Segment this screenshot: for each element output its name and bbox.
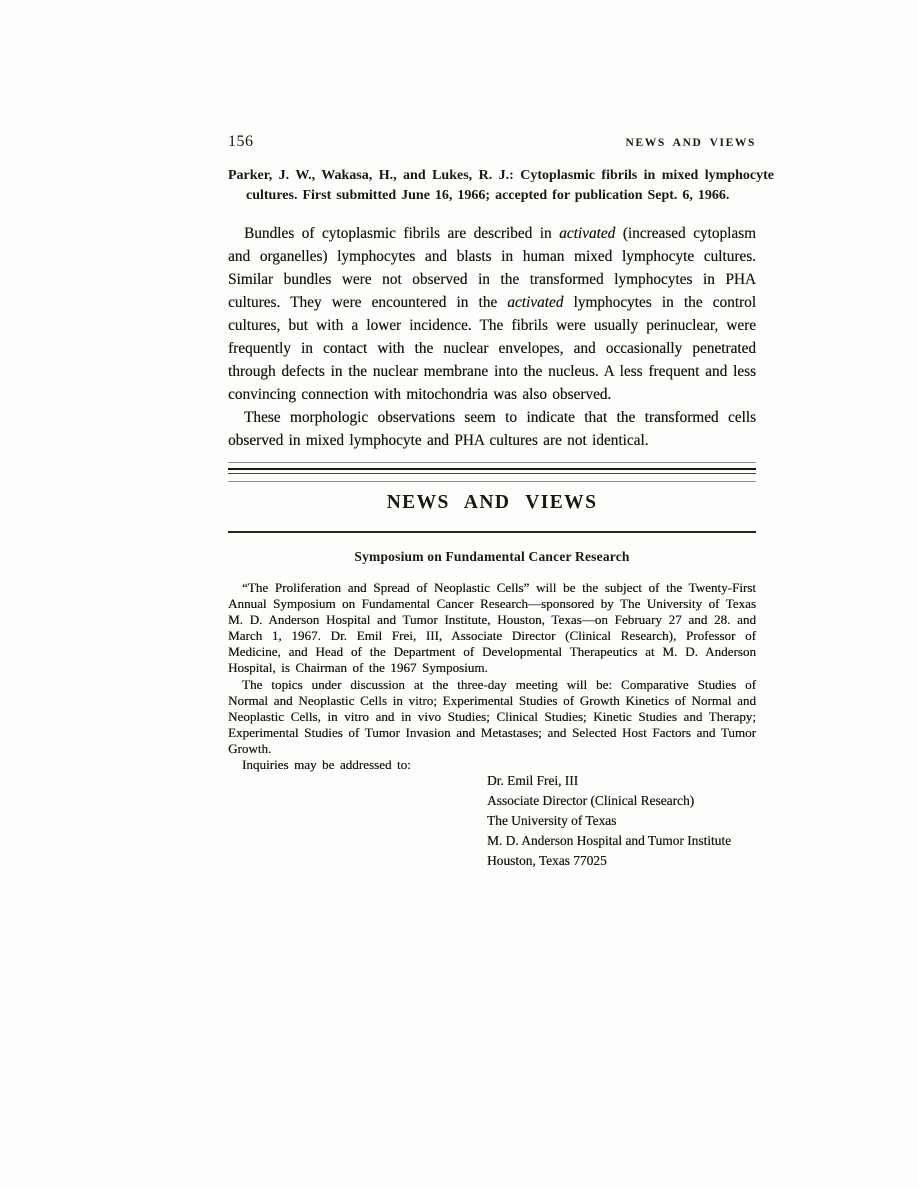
- reference-entry: Parker, J. W., Wakasa, H., and Lukes, R. J.: Cytoplasmic fibrils in mixed lymphocyte cultures. First submitted June 16, 1966; accepted for publication Sept. 6, 1966.: [228, 168, 774, 203]
- page-number: 156: [228, 133, 254, 150]
- address-line-university: The University of Texas: [487, 813, 617, 828]
- abstract-paragraph-1: Bundles of cytoplasmic fibrils are described in activated (increased cytoplasm and organelles) lymphocytes and blasts in human mixed lymphocyte cultures. Similar bundles were not observed in the transformed lymphocytes in PHA cultures. They were encountered in the activated lymphocytes in the control cultures, but with a lower incidence. The fibrils were usually perinuclear, were frequently in contact with the nuclear envelopes, and occasionally penetrated through defects in the nuclear membrane into the nucleus. A less frequent and less convincing connection with mitochondria was also observed.: [228, 225, 756, 403]
- address-line-institute: M. D. Anderson Hospital and Tumor Institute: [487, 833, 732, 848]
- running-head-title: NEWS AND VIEWS: [625, 137, 756, 149]
- divider-rule-thin-top: [228, 462, 756, 463]
- divider-rule-thin-mid: [228, 473, 756, 474]
- abstract-paragraph-2: These morphologic observations seem to indicate that the transformed cells observed in mixed lymphocyte and PHA cultures are not identical.: [228, 409, 756, 449]
- divider-rule-thin-bottom: [228, 481, 756, 482]
- contact-address-block: [487, 771, 731, 871]
- divider-rule-thick: [228, 468, 756, 470]
- news-paragraph-2: The topics under discussion at the three-day meeting will be: Comparative Studies of Normal and Neoplastic Cells in vitro; Experimental Studies of Growth Kinetics of Normal and Neoplastic Cells, in vitro and in vivo Studies; Clinical Studies; Kinetic Studies and Therapy; Experimental Studies of Tumor Invasion and Metastases; and Selected Host Factors and Tumor Growth.: [228, 676, 756, 756]
- address-line-name: Dr. Emil Frei, III: [487, 773, 579, 788]
- abstract-body: [228, 222, 756, 452]
- section-title: NEWS AND VIEWS: [386, 492, 598, 513]
- title-underline-rule: [228, 531, 756, 533]
- address-line-title: Associate Director (Clinical Research): [487, 793, 695, 808]
- address-line-city: Houston, Texas 77025: [487, 853, 607, 868]
- news-article-body: [228, 580, 756, 773]
- news-paragraph-1: “The Proliferation and Spread of Neoplastic Cells” will be the subject of the Twenty-First Annual Symposium on Fundamental Cancer Research—sponsored by The University of Texas M. D. Anderson Hospital and Tumor Institute, Houston, Texas—on February 27 and 28. and March 1, 1967. Dr. Emil Frei, III, Associate Director (Clinical Research), Professor of Medicine, and Head of the Department of Developmental Therapeutics at M. D. Anderson Hospital, is Chairman of the 1967 Symposium.: [228, 580, 756, 676]
- running-header: [228, 133, 756, 151]
- inquiries-line: Inquiries may be addressed to:: [242, 757, 411, 773]
- article-heading: Symposium on Fundamental Cancer Research: [354, 549, 630, 564]
